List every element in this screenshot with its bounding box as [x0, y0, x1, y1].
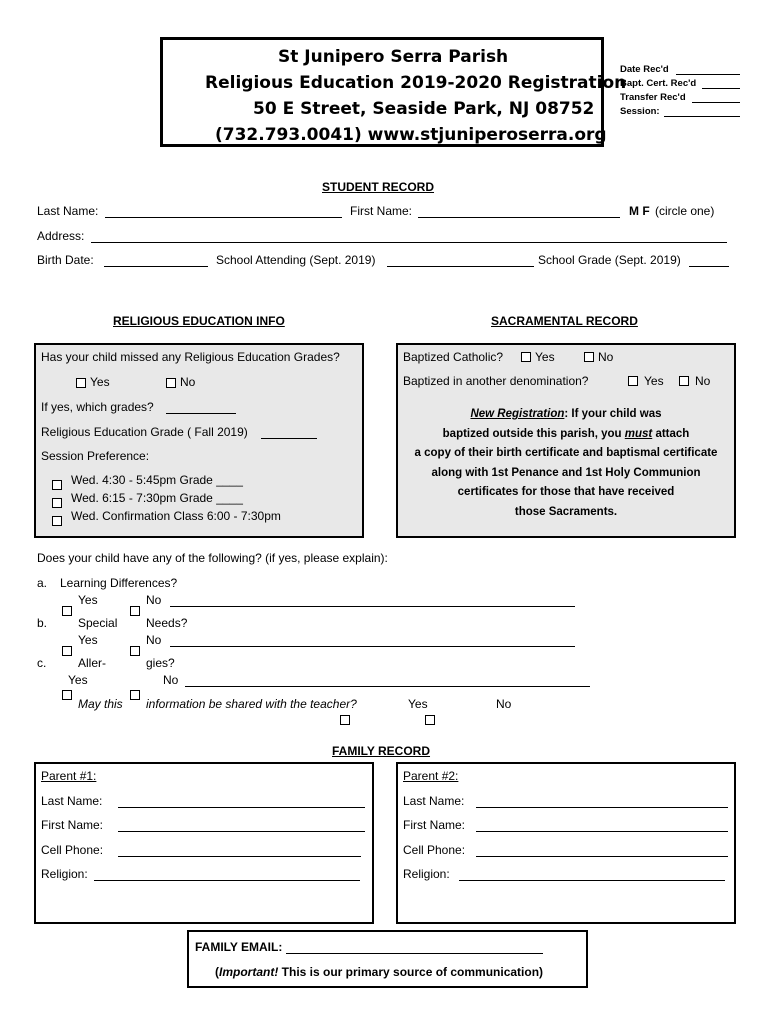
cond-b-word2: Needs?: [146, 616, 188, 630]
title-box: [160, 37, 627, 147]
religious-ed-heading: RELIGIOUS EDUCATION INFO: [113, 314, 285, 328]
baptized-other-label: Baptized in another denomination?: [403, 374, 589, 388]
note-line-3: a copy of their birth certificate and baptismal certificate: [414, 447, 718, 459]
parent1-last-name-field[interactable]: [118, 807, 365, 808]
school-attending-label: School Attending (Sept. 2019): [216, 253, 376, 267]
new-registration-note: [398, 405, 734, 522]
cond-a-label: a.: [37, 576, 48, 590]
last-name-field[interactable]: [105, 217, 342, 218]
parent1-religion-label: Religion:: [41, 867, 88, 881]
parent2-box: [396, 762, 736, 924]
cond-c-word1: Aller-: [78, 656, 107, 670]
note-attach: attach: [652, 427, 690, 440]
session-2-checkbox[interactable]: [52, 498, 62, 508]
parent1-religion-field[interactable]: [94, 880, 360, 881]
student-record-heading: STUDENT RECORD: [322, 180, 435, 194]
parent2-cell-field[interactable]: [476, 856, 728, 857]
office-bapt-cert: Bapt. Cert. Rec'd: [620, 78, 697, 89]
parent2-religion-field[interactable]: [459, 880, 725, 881]
parent2-cell-label: Cell Phone:: [403, 843, 466, 857]
cond-b-word1: Special: [78, 616, 118, 630]
cond-b-no: No: [146, 633, 162, 647]
parish-name: St Junipero Serra Parish: [278, 47, 509, 67]
parent1-cell-field[interactable]: [118, 856, 361, 857]
cond-c-yes: Yes: [68, 673, 88, 687]
office-date-recd: Date Rec'd: [620, 64, 669, 75]
catholic-no-label: No: [598, 350, 614, 364]
sex-mf[interactable]: M F: [629, 204, 650, 218]
birth-date-field[interactable]: [104, 266, 208, 267]
office-session: Session:: [620, 106, 660, 117]
cond-a-no-checkbox[interactable]: [130, 606, 140, 616]
parent2-heading: Parent #2:: [403, 769, 459, 783]
other-no-label: No: [695, 374, 711, 388]
email-important: Important!: [219, 965, 279, 979]
parent2-last-name-field[interactable]: [476, 807, 728, 808]
parent2-religion-label: Religion:: [403, 867, 450, 881]
parent1-last-name-label: Last Name:: [41, 794, 103, 808]
catholic-yes-label: Yes: [535, 350, 555, 364]
note-line-6: those Sacraments.: [514, 505, 618, 518]
parent1-first-name-label: First Name:: [41, 818, 104, 832]
cond-c-explain[interactable]: [185, 686, 590, 687]
baptized-catholic-label: Baptized Catholic?: [403, 350, 504, 364]
cond-c-no: No: [163, 673, 179, 687]
parent1-cell-label: Cell Phone:: [41, 843, 104, 857]
registration-title: Religious Education 2019-2020 Registration: [205, 73, 627, 93]
parent1-first-name-field[interactable]: [118, 831, 365, 832]
note-line-4: along with 1st Penance and 1st Holy Communion: [431, 466, 701, 479]
share-no-checkbox[interactable]: [425, 715, 435, 725]
cond-a-text: Learning Differences?: [60, 576, 178, 590]
missed-grades-question: Has your child missed any Religious Education Grades?: [41, 350, 340, 364]
cond-b-no-checkbox[interactable]: [130, 646, 140, 656]
new-registration-label: New Registration: [470, 408, 565, 420]
family-email-box: [187, 930, 588, 988]
religious-ed-box: [34, 343, 364, 538]
office-date-line[interactable]: [676, 74, 740, 75]
parent2-last-name-label: Last Name:: [403, 794, 465, 808]
cond-a-no: No: [146, 593, 162, 607]
family-email-label: FAMILY EMAIL:: [195, 940, 283, 954]
address-label: Address:: [37, 229, 85, 243]
family-email-field[interactable]: [286, 953, 543, 954]
office-bapt-line[interactable]: [702, 88, 740, 89]
cond-c-no-checkbox[interactable]: [130, 690, 140, 700]
sacramental-box: [396, 343, 736, 538]
note-must: must: [624, 427, 653, 440]
parish-contact: (732.793.0041) www.stjuniperoserra.org: [215, 125, 607, 145]
share-yes-checkbox[interactable]: [340, 715, 350, 725]
cond-b-yes-checkbox[interactable]: [62, 646, 72, 656]
note-line-5: certificates for those that have received: [457, 486, 675, 498]
conditions-question: Does your child have any of the following? (if yes, please explain):: [37, 551, 388, 565]
email-note-paren: (: [215, 965, 219, 979]
share-may-this: May this: [78, 697, 123, 711]
first-name-label: First Name:: [350, 204, 413, 218]
fall-grade-field[interactable]: [261, 438, 317, 439]
office-transfer-line[interactable]: [692, 102, 740, 103]
session-1-checkbox[interactable]: [52, 480, 62, 490]
first-name-field[interactable]: [418, 217, 620, 218]
other-yes-checkbox[interactable]: [628, 376, 638, 386]
parent2-first-name-label: First Name:: [403, 818, 466, 832]
family-record-heading: FAMILY RECORD: [332, 744, 431, 758]
office-session-line[interactable]: [664, 116, 740, 117]
session-1-label: Wed. 4:30 - 5:45pm Grade ____: [71, 473, 243, 487]
sacramental-heading: SACRAMENTAL RECORD: [491, 314, 638, 328]
cond-c-label: c.: [37, 656, 47, 670]
missed-yes-checkbox[interactable]: [76, 378, 86, 388]
email-note-text: This is our primary source of communication): [278, 965, 544, 979]
cond-c-yes-checkbox[interactable]: [62, 690, 72, 700]
session-2-label: Wed. 6:15 - 7:30pm Grade ____: [71, 491, 243, 505]
missed-no-checkbox[interactable]: [166, 378, 176, 388]
school-grade-field[interactable]: [689, 266, 729, 267]
parish-address: 50 E Street, Seaside Park, NJ 08752: [253, 99, 595, 119]
parent1-heading: Parent #1:: [41, 769, 97, 783]
session-3-checkbox[interactable]: [52, 516, 62, 526]
session-3-label: Wed. Confirmation Class 6:00 - 7:30pm: [71, 509, 281, 523]
share-question: information be shared with the teacher?: [146, 697, 357, 711]
which-grades-label: If yes, which grades?: [41, 400, 154, 414]
note-line-2: baptized outside this parish, you: [442, 427, 625, 440]
last-name-label: Last Name:: [37, 204, 99, 218]
cond-b-label: b.: [37, 616, 48, 630]
school-attending-field[interactable]: [387, 266, 534, 267]
cond-a-explain[interactable]: [170, 606, 575, 607]
missed-no-label: No: [180, 375, 196, 389]
cond-a-yes: Yes: [78, 593, 98, 607]
cond-b-explain[interactable]: [170, 646, 575, 647]
family-email-note: [215, 965, 543, 979]
note-line-1: : If your child was: [564, 408, 662, 420]
office-transfer: Transfer Rec'd: [620, 92, 686, 103]
school-grade-label: School Grade (Sept. 2019): [538, 253, 681, 267]
other-yes-label: Yes: [644, 374, 664, 388]
fall-grade-label: Religious Education Grade ( Fall 2019): [41, 425, 248, 439]
parent2-first-name-field[interactable]: [476, 831, 728, 832]
parent1-box: [34, 762, 374, 924]
which-grades-field[interactable]: [166, 413, 236, 414]
catholic-no-checkbox[interactable]: [584, 352, 594, 362]
cond-a-yes-checkbox[interactable]: [62, 606, 72, 616]
birth-date-label: Birth Date:: [37, 253, 94, 267]
session-pref-label: Session Preference:: [41, 449, 150, 463]
cond-b-yes: Yes: [78, 633, 98, 647]
share-no-label: No: [496, 697, 512, 711]
other-no-checkbox[interactable]: [679, 376, 689, 386]
address-field[interactable]: [91, 242, 727, 243]
share-yes-label: Yes: [408, 697, 428, 711]
missed-yes-label: Yes: [90, 375, 110, 389]
catholic-yes-checkbox[interactable]: [521, 352, 531, 362]
circle-one-label: (circle one): [655, 204, 715, 218]
cond-c-word2: gies?: [146, 656, 175, 670]
